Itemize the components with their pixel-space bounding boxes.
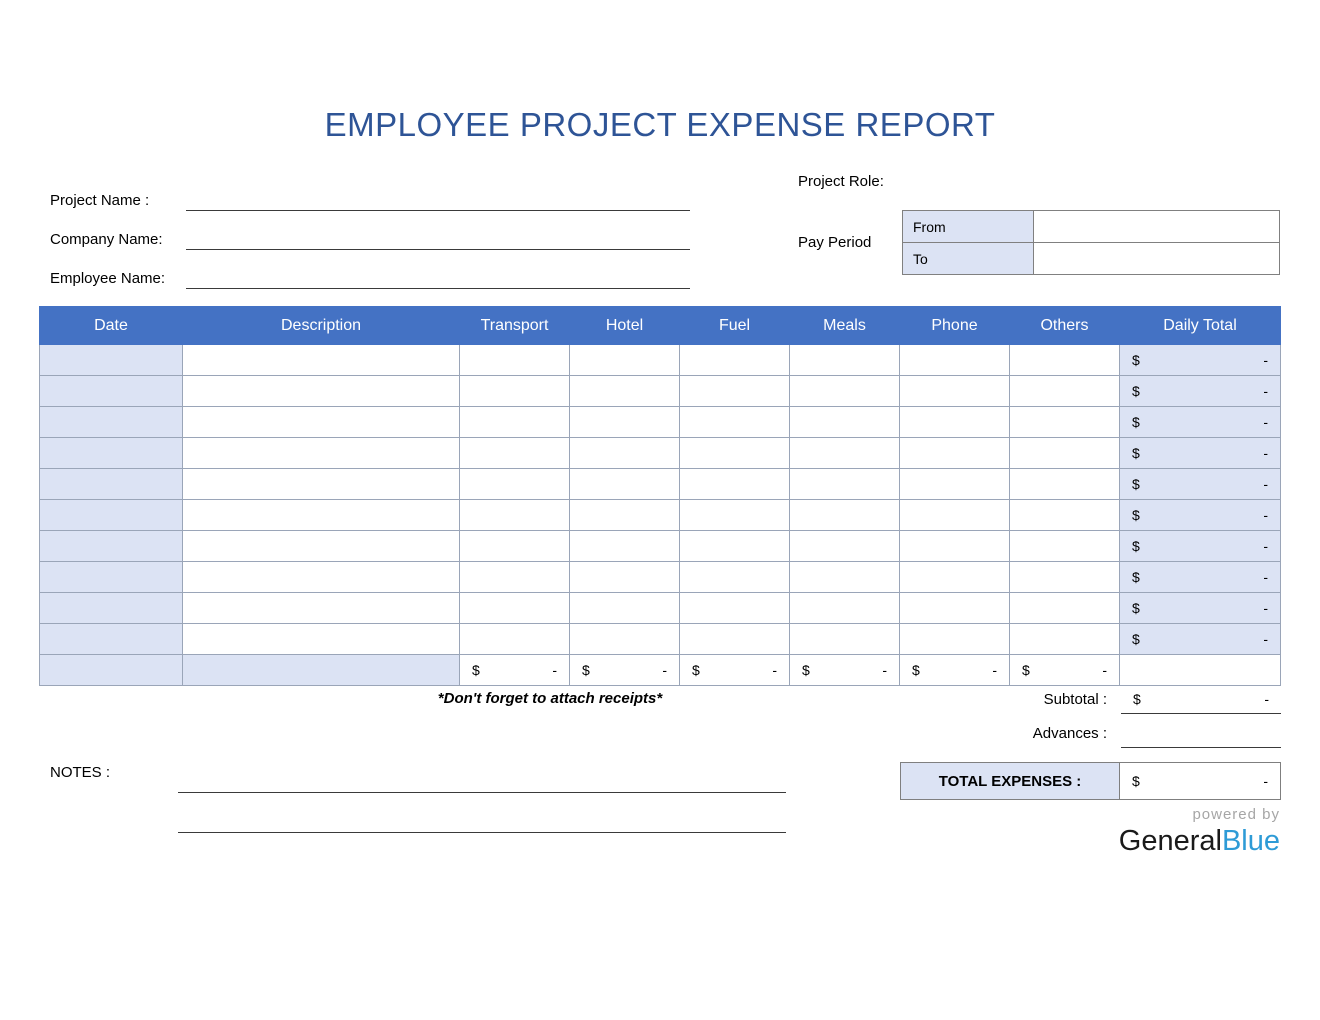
cell-hotel[interactable] <box>570 500 680 531</box>
pay-period-block <box>798 210 1280 275</box>
cell-hotel[interactable] <box>570 562 680 593</box>
cell-others[interactable] <box>1010 469 1120 500</box>
cell-date[interactable] <box>40 345 183 376</box>
cell-meals[interactable] <box>790 376 900 407</box>
notes-input-line-1[interactable] <box>178 792 786 793</box>
cell-fuel[interactable] <box>680 531 790 562</box>
header-left-fields <box>50 172 690 289</box>
totals-date-blank <box>40 655 183 686</box>
column-header-daily-total: Daily Total <box>1120 307 1281 345</box>
total-transport-value: - <box>552 662 557 678</box>
field-row-employee-name <box>50 250 690 289</box>
cell-daily-total <box>1120 562 1281 593</box>
daily-total-value: - <box>1263 507 1268 523</box>
cell-meals[interactable] <box>790 407 900 438</box>
subtotal-label: Subtotal : <box>1043 690 1107 708</box>
cell-transport[interactable] <box>460 593 570 624</box>
total-expenses-value <box>1120 763 1280 799</box>
subtotal-value <box>1121 684 1281 714</box>
totals-description-blank <box>183 655 460 686</box>
column-header-transport: Transport <box>460 307 570 345</box>
cell-daily-total <box>1120 531 1281 562</box>
field-row-project-name <box>50 172 690 211</box>
cell-transport[interactable] <box>460 624 570 655</box>
cell-others[interactable] <box>1010 345 1120 376</box>
column-header-hotel: Hotel <box>570 307 680 345</box>
cell-daily-total <box>1120 624 1281 655</box>
cell-transport[interactable] <box>460 562 570 593</box>
total-expenses-amount: - <box>1263 773 1268 789</box>
daily-total-value: - <box>1263 352 1268 368</box>
logo-wordmark <box>1000 824 1280 858</box>
total-others <box>1010 655 1120 686</box>
currency-symbol: $ <box>1132 600 1140 616</box>
cell-transport[interactable] <box>460 500 570 531</box>
total-meals <box>790 655 900 686</box>
currency-symbol: $ <box>1132 569 1140 585</box>
total-transport <box>460 655 570 686</box>
column-totals-row <box>40 655 1281 686</box>
cell-transport[interactable] <box>460 531 570 562</box>
table-row <box>40 593 1281 624</box>
total-others-value: - <box>1102 662 1107 678</box>
cell-phone[interactable] <box>900 531 1010 562</box>
cell-description[interactable] <box>183 531 460 562</box>
cell-description[interactable] <box>183 500 460 531</box>
company-name-input[interactable] <box>186 223 690 250</box>
advances-row <box>900 716 1281 750</box>
cell-date[interactable] <box>40 593 183 624</box>
receipts-reminder: *Don't forget to attach receipts* <box>437 690 663 707</box>
logo-general-text: General <box>1118 825 1222 857</box>
cell-date[interactable] <box>40 531 183 562</box>
pay-period-from-input[interactable] <box>1034 211 1280 243</box>
totals-daily-blank <box>1120 655 1281 686</box>
cell-phone[interactable] <box>900 500 1010 531</box>
total-phone-value: - <box>992 662 997 678</box>
project-name-input[interactable] <box>186 184 690 211</box>
cell-description[interactable] <box>183 624 460 655</box>
table-row <box>40 531 1281 562</box>
cell-fuel[interactable] <box>680 438 790 469</box>
cell-fuel[interactable] <box>680 624 790 655</box>
table-row <box>40 376 1281 407</box>
cell-phone[interactable] <box>900 376 1010 407</box>
generalblue-logo <box>1000 806 1280 858</box>
cell-date[interactable] <box>40 438 183 469</box>
logo-blue-text: Blue <box>1221 825 1280 857</box>
column-header-description: Description <box>183 307 460 345</box>
employee-name-label: Employee Name: <box>50 270 166 287</box>
cell-transport[interactable] <box>460 469 570 500</box>
cell-date[interactable] <box>40 624 183 655</box>
cell-date[interactable] <box>40 407 183 438</box>
currency-symbol: $ <box>1132 352 1140 368</box>
currency-symbol: $ <box>1132 414 1140 430</box>
advances-label: Advances : <box>1032 724 1107 742</box>
cell-others[interactable] <box>1010 531 1120 562</box>
cell-hotel[interactable] <box>570 438 680 469</box>
cell-transport[interactable] <box>460 376 570 407</box>
table-row <box>40 438 1281 469</box>
cell-daily-total <box>1120 593 1281 624</box>
cell-hotel[interactable] <box>570 345 680 376</box>
currency-symbol: $ <box>1022 662 1030 678</box>
table-row <box>40 624 1281 655</box>
field-row-company-name <box>50 211 690 250</box>
pay-period-to-row <box>903 243 1280 275</box>
pay-period-from-label: From <box>903 211 1034 243</box>
total-phone <box>900 655 1010 686</box>
daily-total-value: - <box>1263 600 1268 616</box>
total-hotel <box>570 655 680 686</box>
cell-fuel[interactable] <box>680 469 790 500</box>
cell-phone[interactable] <box>900 469 1010 500</box>
notes-label: NOTES : <box>50 764 111 781</box>
cell-meals[interactable] <box>790 345 900 376</box>
total-meals-value: - <box>882 662 887 678</box>
cell-phone[interactable] <box>900 438 1010 469</box>
advances-input[interactable] <box>1121 718 1281 748</box>
column-header-fuel: Fuel <box>680 307 790 345</box>
cell-daily-total <box>1120 345 1281 376</box>
total-expenses-row <box>900 762 1281 800</box>
cell-description[interactable] <box>183 438 460 469</box>
cell-description[interactable] <box>183 562 460 593</box>
column-header-others: Others <box>1010 307 1120 345</box>
daily-total-value: - <box>1263 476 1268 492</box>
currency-symbol: $ <box>912 662 920 678</box>
cell-others[interactable] <box>1010 624 1120 655</box>
cell-daily-total <box>1120 500 1281 531</box>
cell-date[interactable] <box>40 376 183 407</box>
cell-phone[interactable] <box>900 345 1010 376</box>
project-role-label: Project Role: <box>798 173 884 190</box>
cell-hotel[interactable] <box>570 531 680 562</box>
cell-meals[interactable] <box>790 500 900 531</box>
total-expenses-label: TOTAL EXPENSES : <box>901 763 1120 799</box>
cell-meals[interactable] <box>790 531 900 562</box>
cell-phone[interactable] <box>900 407 1010 438</box>
cell-phone[interactable] <box>900 562 1010 593</box>
currency-symbol: $ <box>1132 383 1140 399</box>
cell-daily-total <box>1120 438 1281 469</box>
currency-symbol: $ <box>1132 631 1140 647</box>
daily-total-value: - <box>1263 631 1268 647</box>
subtotal-row <box>900 682 1281 716</box>
cell-meals[interactable] <box>790 562 900 593</box>
notes-input-line-2[interactable] <box>178 832 786 833</box>
total-hotel-value: - <box>662 662 667 678</box>
powered-by-text: powered by <box>1192 806 1280 823</box>
cell-description[interactable] <box>183 469 460 500</box>
cell-description[interactable] <box>183 593 460 624</box>
cell-fuel[interactable] <box>680 562 790 593</box>
cell-phone[interactable] <box>900 593 1010 624</box>
cell-meals[interactable] <box>790 438 900 469</box>
table-row <box>40 562 1281 593</box>
table-row <box>40 469 1281 500</box>
daily-total-value: - <box>1263 414 1268 430</box>
cell-hotel[interactable] <box>570 469 680 500</box>
column-header-phone: Phone <box>900 307 1010 345</box>
cell-others[interactable] <box>1010 593 1120 624</box>
header-right-fields <box>798 172 1280 275</box>
cell-hotel[interactable] <box>570 624 680 655</box>
currency-symbol: $ <box>1133 690 1141 707</box>
column-header-meals: Meals <box>790 307 900 345</box>
cell-hotel[interactable] <box>570 593 680 624</box>
cell-daily-total <box>1120 407 1281 438</box>
pay-period-to-input[interactable] <box>1034 243 1280 275</box>
cell-date[interactable] <box>40 469 183 500</box>
summary-block <box>900 682 1281 800</box>
cell-others[interactable] <box>1010 407 1120 438</box>
currency-symbol: $ <box>1132 507 1140 523</box>
currency-symbol: $ <box>1132 445 1140 461</box>
pay-period-to-label: To <box>903 243 1034 275</box>
cell-others[interactable] <box>1010 376 1120 407</box>
pay-period-table <box>902 210 1280 275</box>
currency-symbol: $ <box>472 662 480 678</box>
pay-period-from-row <box>903 211 1280 243</box>
employee-name-input[interactable] <box>186 262 690 289</box>
currency-symbol: $ <box>692 662 700 678</box>
daily-total-value: - <box>1263 383 1268 399</box>
cell-daily-total <box>1120 469 1281 500</box>
cell-hotel[interactable] <box>570 376 680 407</box>
cell-others[interactable] <box>1010 562 1120 593</box>
expense-table <box>39 306 1281 686</box>
subtotal-amount: - <box>1264 690 1269 707</box>
cell-fuel[interactable] <box>680 500 790 531</box>
cell-transport[interactable] <box>460 345 570 376</box>
currency-symbol: $ <box>1132 773 1140 789</box>
cell-fuel[interactable] <box>680 376 790 407</box>
cell-meals[interactable] <box>790 469 900 500</box>
cell-transport[interactable] <box>460 407 570 438</box>
cell-description[interactable] <box>183 407 460 438</box>
daily-total-value: - <box>1263 569 1268 585</box>
cell-description[interactable] <box>183 345 460 376</box>
cell-fuel[interactable] <box>680 593 790 624</box>
cell-fuel[interactable] <box>680 407 790 438</box>
company-name-label: Company Name: <box>50 231 163 248</box>
currency-symbol: $ <box>802 662 810 678</box>
cell-others[interactable] <box>1010 438 1120 469</box>
cell-date[interactable] <box>40 500 183 531</box>
cell-meals[interactable] <box>790 624 900 655</box>
daily-total-value: - <box>1263 445 1268 461</box>
project-name-label: Project Name : <box>50 192 150 209</box>
column-header-date: Date <box>40 307 183 345</box>
cell-others[interactable] <box>1010 500 1120 531</box>
table-row <box>40 500 1281 531</box>
cell-daily-total <box>1120 376 1281 407</box>
cell-date[interactable] <box>40 562 183 593</box>
daily-total-value: - <box>1263 538 1268 554</box>
pay-period-label: Pay Period <box>798 234 872 251</box>
page-title: EMPLOYEE PROJECT EXPENSE REPORT <box>324 106 996 143</box>
cell-fuel[interactable] <box>680 345 790 376</box>
currency-symbol: $ <box>1132 476 1140 492</box>
table-row <box>40 407 1281 438</box>
currency-symbol: $ <box>582 662 590 678</box>
table-row <box>40 345 1281 376</box>
cell-phone[interactable] <box>900 624 1010 655</box>
total-fuel-value: - <box>772 662 777 678</box>
table-header-row <box>40 307 1281 345</box>
cell-hotel[interactable] <box>570 407 680 438</box>
total-fuel <box>680 655 790 686</box>
cell-transport[interactable] <box>460 438 570 469</box>
currency-symbol: $ <box>1132 538 1140 554</box>
cell-meals[interactable] <box>790 593 900 624</box>
cell-description[interactable] <box>183 376 460 407</box>
